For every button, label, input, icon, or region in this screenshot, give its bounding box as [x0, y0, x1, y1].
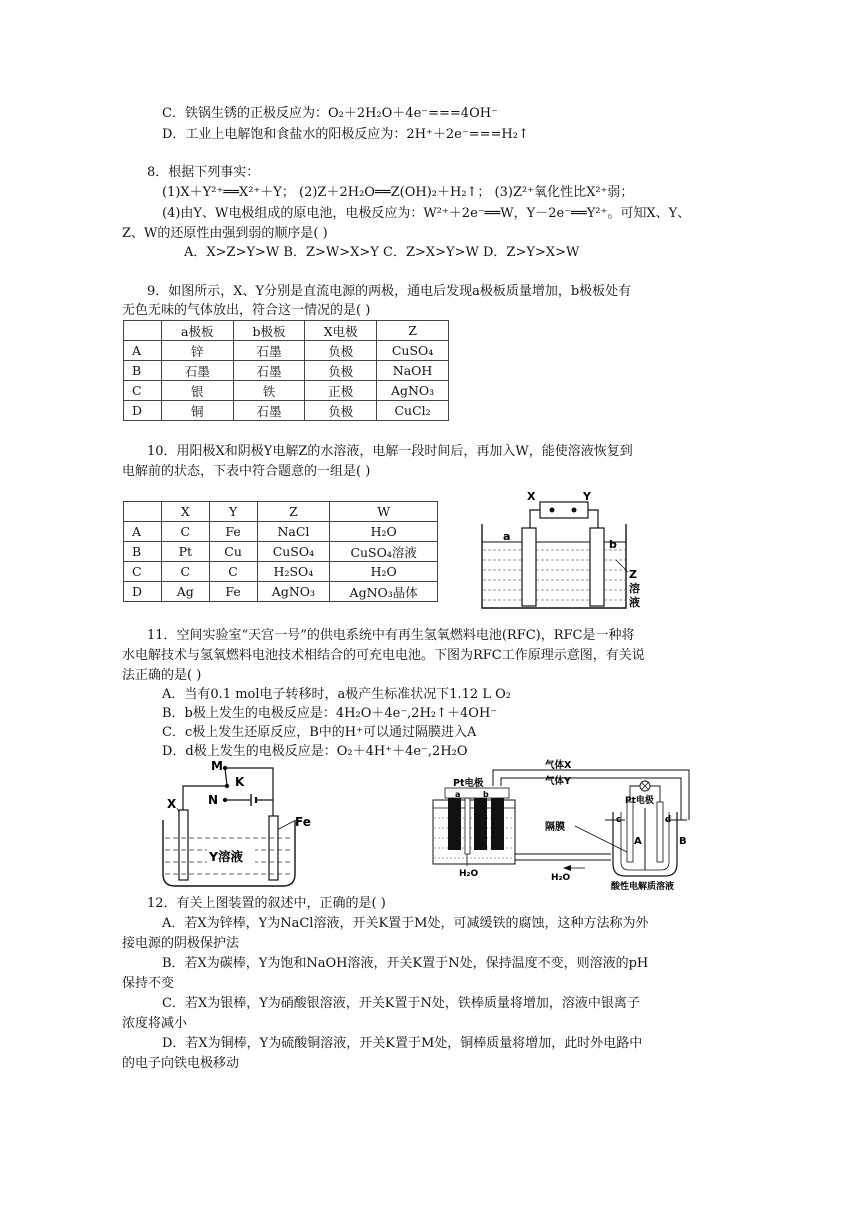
q11-option-a: A．当有0.1 mol电子转移时，a极产生标准状况下1.12 L O₂ [162, 687, 511, 702]
q11-stem-3: 法正确的是( ) [122, 668, 202, 683]
table-cell: Cu [209, 542, 257, 562]
table-cell: NaOH [377, 361, 449, 381]
table-cell: C [209, 562, 257, 582]
table-row [124, 522, 438, 542]
table-cell: 铜 [161, 401, 233, 421]
q9-table [123, 320, 449, 421]
table-cell: H₂O [330, 562, 438, 582]
table-cell: 银 [161, 381, 233, 401]
q8-fact-4: (4)由Y、W电极组成的原电池，电极反应为：W²⁺＋2e⁻══W，Y－2e⁻══Y²⁺。可知X、Y、 [162, 206, 691, 221]
fig-label-x: X [167, 797, 177, 811]
q10-electrolysis-diagram [470, 488, 660, 616]
fig-label-n: N [208, 793, 219, 807]
table-cell: 正极 [305, 381, 377, 401]
fig-label-B: B [679, 836, 687, 847]
table-cell [124, 502, 162, 522]
q11-option-c: C．c极上发生还原反应，B中的H⁺可以通过隔膜进入A [162, 725, 477, 740]
q11-rfc-diagram [425, 758, 715, 892]
table-cell: Z [257, 502, 330, 522]
table-cell: D [124, 401, 162, 421]
table-cell: C [124, 562, 162, 582]
table-cell: AgNO₃ [257, 582, 330, 602]
fig-label-fe: Fe [295, 815, 311, 829]
table-row [124, 381, 449, 401]
q12-stem: 12．有关上图装置的叙述中，正确的是( ) [147, 896, 386, 911]
q9-stem-1: 9．如图所示，X、Y分别是直流电源的两极，通电后发现a极板质量增加，b极板处有 [147, 284, 632, 299]
q8-fact-1-3: (1)X＋Y²⁺══X²⁺＋Y； (2)Z＋2H₂O══Z(OH)₂＋H₂↑； (3)Z²⁺氧化性比X²⁺弱； [162, 185, 634, 200]
fig-label-A: A [634, 836, 642, 847]
fig-label-k: K [235, 775, 245, 789]
table-row [124, 401, 449, 421]
table-cell: C [124, 381, 162, 401]
table-cell: H₂SO₄ [257, 562, 330, 582]
q12-option-a-1: A．若X为锌棒，Y为NaCl溶液，开关K置于M处，可减缓铁的腐蚀，这种方法称为外 [162, 916, 649, 931]
q12-option-d-1: D．若X为铜棒，Y为硫酸铜溶液，开关K置于M处，铜棒质量将增加，此时外电路中 [162, 1036, 643, 1051]
table-cell: 负极 [305, 401, 377, 421]
q10-stem-2: 电解前的状态，下表中符合题意的一组是( ) [122, 464, 371, 479]
table-cell: D [124, 582, 162, 602]
table-cell: CuSO₄溶液 [330, 542, 438, 562]
q12-option-a-2: 接电源的阴极保护法 [122, 936, 240, 951]
q12-option-d-2: 的电子向铁电极移动 [122, 1056, 240, 1071]
table-row [124, 562, 438, 582]
table-cell: AgNO₃晶体 [330, 582, 438, 602]
table-cell: b极板 [233, 321, 305, 341]
table-cell: 石墨 [233, 401, 305, 421]
table-cell: W [330, 502, 438, 522]
table-cell: a极板 [161, 321, 233, 341]
q11-stem-1: 11．空间实验室“天宫一号”的供电系统中有再生氢氧燃料电池(RFC)，RFC是一种将 [147, 628, 635, 643]
q11-stem-2: 水电解技术与氢氧燃料电池技术相结合的可充电电池。下图为RFC工作原理示意图，有关说 [122, 648, 645, 663]
q8-stem: 8．根据下列事实： [147, 165, 260, 180]
q12-option-c-2: 浓度将减小 [122, 1016, 188, 1031]
q12-option-b-1: B．若X为碳棒，Y为饱和NaOH溶液，开关K置于N处，保持温度不变，则溶液的pH [162, 956, 649, 971]
table-cell: A [124, 522, 162, 542]
table-cell: B [124, 361, 162, 381]
table-header-row [124, 502, 438, 522]
fig-label-h2o-left: H₂O [459, 869, 479, 879]
fig-label-b: b [483, 790, 489, 799]
fig-label-b: b [609, 538, 617, 551]
fig-label-pt-electrode-right: Pt电极 [625, 796, 654, 806]
fig-label-d: d [665, 815, 672, 825]
fig-label-pt-electrode-left: Pt电极 [453, 778, 484, 789]
fig-label-x: X [527, 490, 536, 503]
q12-option-b-2: 保持不变 [122, 976, 175, 991]
table-header-row [124, 321, 449, 341]
fig-label-a: a [503, 530, 511, 543]
table-cell: 锌 [161, 341, 233, 361]
table-cell: CuCl₂ [377, 401, 449, 421]
table-row [124, 361, 449, 381]
fig-label-gas-y: 气体Y [545, 776, 571, 787]
table-cell: Fe [209, 582, 257, 602]
q7-option-d: D．工业上电解饱和食盐水的阳极反应为：2H⁺＋2e⁻===H₂↑ [162, 127, 529, 142]
table-cell: 石墨 [233, 361, 305, 381]
table-cell: Ag [161, 582, 209, 602]
table-row [124, 582, 438, 602]
q9-stem-2: 无色无味的气体放出，符合这一情况的是( ) [122, 303, 371, 318]
table-cell: H₂O [330, 522, 438, 542]
fig-label-c: c [616, 815, 622, 825]
table-cell: CuSO₄ [257, 542, 330, 562]
table-cell: Y [209, 502, 257, 522]
table-cell: B [124, 542, 162, 562]
q11-option-b: B．b极上发生的电极反应是：4H₂O＋4e⁻,2H₂↑＋4OH⁻ [162, 706, 498, 721]
fig-label-a: a [455, 790, 461, 799]
fig-label-electrolyte: 酸性电解质溶液 [611, 882, 675, 892]
q12-switch-diagram [155, 758, 315, 890]
q11-option-d: D．d极上发生的电极反应是：O₂＋4H⁺＋4e⁻,2H₂O [162, 744, 468, 759]
q12-option-c-1: C．若X为银棒，Y为硝酸银溶液，开关K置于N处，铁棒质量将增加，溶液中银离子 [162, 996, 640, 1011]
table-cell: 负极 [305, 361, 377, 381]
fig-label-membrane: 隔膜 [545, 822, 565, 833]
table-cell: X [161, 502, 209, 522]
q8-continuation: Z、W的还原性由强到弱的顺序是( ) [122, 226, 328, 241]
q10-stem-1: 10．用阳极X和阴极Y电解Z的水溶液，电解一段时间后，再加入W，能使溶液恢复到 [147, 444, 633, 459]
q7-option-c: C．铁锅生锈的正极反应为：O₂＋2H₂O＋4e⁻===4OH⁻ [162, 106, 498, 121]
fig-label-h2o-bottom: H₂O [551, 873, 571, 883]
q10-table [123, 501, 438, 602]
fig-label-ye: 液 [629, 596, 640, 609]
table-row [124, 542, 438, 562]
table-cell: C [161, 562, 209, 582]
fig-label-z: Z [629, 568, 637, 581]
table-cell: C [161, 522, 209, 542]
table-cell: Fe [209, 522, 257, 542]
table-cell: CuSO₄ [377, 341, 449, 361]
q8-options: A．X>Z>Y>W B．Z>W>X>Y C．Z>X>Y>W D．Z>Y>X>W [184, 245, 580, 260]
fig-label-y: Y [583, 490, 591, 503]
table-cell: Z [377, 321, 449, 341]
table-cell [124, 321, 162, 341]
table-cell: Pt [161, 542, 209, 562]
table-cell: NaCl [257, 522, 330, 542]
fig-label-y-solution: Y溶液 [209, 849, 244, 864]
fig-label-m: M [211, 759, 223, 773]
table-cell: X电极 [305, 321, 377, 341]
table-cell: A [124, 341, 162, 361]
table-cell: 石墨 [233, 341, 305, 361]
fig-label-gas-x: 气体X [545, 760, 572, 771]
table-cell: 负极 [305, 341, 377, 361]
table-cell: 铁 [233, 381, 305, 401]
table-cell: AgNO₃ [377, 381, 449, 401]
fig-label-rong: 溶 [629, 582, 640, 595]
table-cell: 石墨 [161, 361, 233, 381]
table-row [124, 341, 449, 361]
